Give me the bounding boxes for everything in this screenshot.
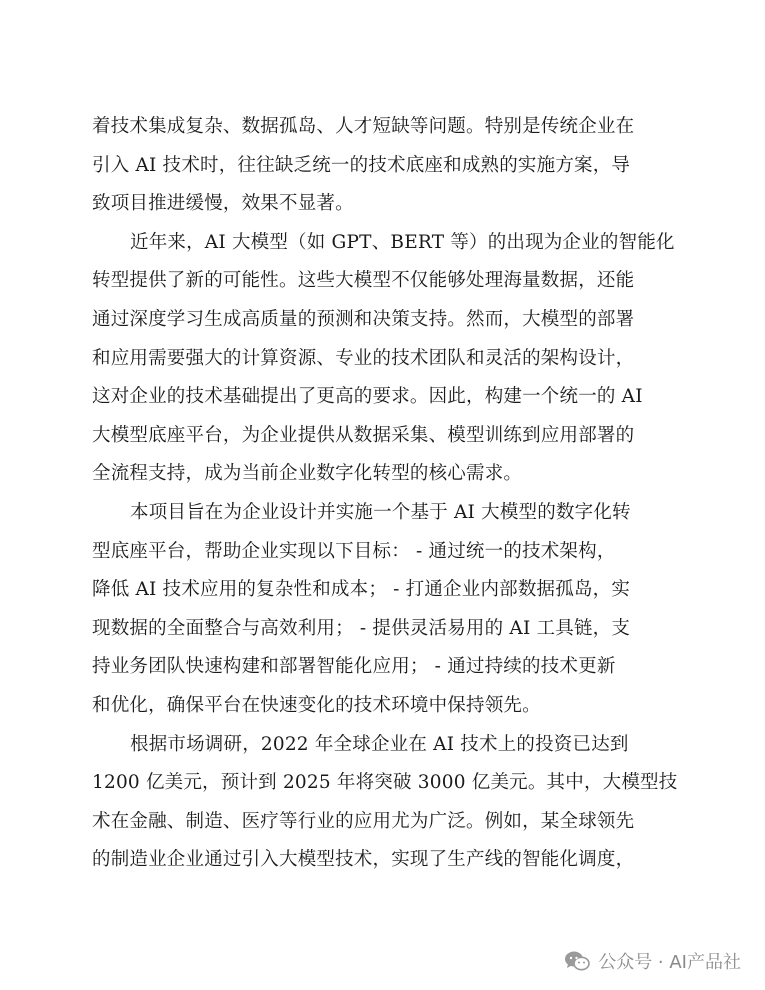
paragraph-3 — [92, 494, 682, 726]
paragraph-line: 着技术集成复杂、数据孤岛、人才短缺等问题。特别是传统企业在 — [92, 116, 635, 137]
wechat-icon — [564, 950, 590, 972]
paragraph-line: 术在金融、制造、医疗等行业的应用尤为广泛。例如，某全球领先 — [92, 810, 635, 832]
paragraph-line: 降低 AI 技术应用的复杂性和成本； - 打通企业内部数据孤岛，实 — [92, 579, 631, 601]
paragraph-line: 1200 亿美元，预计到 2025 年将突破 3000 亿美元。其中，大模型技 — [92, 772, 678, 794]
paragraph-2 — [92, 224, 682, 494]
paragraph-line: 持业务团队快速构建和部署智能化应用； - 通过持续的技术更新 — [92, 656, 616, 678]
paragraph-line: 和优化，确保平台在快速变化的技术环境中保持领先。 — [92, 694, 541, 716]
document-body — [92, 108, 682, 880]
paragraph-line: 这对企业的技术基础提出了更高的要求。因此，构建一个统一的 AI — [92, 386, 643, 408]
paragraph-line: 根据市场调研，2022 年全球企业在 AI 技术上的投资已达到 — [130, 733, 629, 755]
paragraph-4 — [92, 726, 682, 880]
watermark-text: 公众号 · AI产品社 — [598, 952, 741, 973]
paragraph-line: 的制造业企业通过引入大模型技术，实现了生产线的智能化调度， — [92, 849, 635, 871]
paragraph-1 — [92, 108, 682, 224]
paragraph-line: 通过深度学习生成高质量的预测和决策支持。然而，大模型的部署 — [92, 308, 635, 330]
wechat-watermark — [564, 948, 741, 974]
paragraph-line: 致项目推进缓慢，效果不显著。 — [92, 193, 354, 215]
paragraph-line: 转型提供了新的可能性。这些大模型不仅能够处理海量数据，还能 — [92, 270, 635, 292]
paragraph-line: 现数据的全面整合与高效利用； - 提供灵活易用的 AI 工具链，支 — [92, 617, 631, 639]
paragraph-line: 全流程支持，成为当前企业数字化转型的核心需求。 — [92, 463, 523, 485]
paragraph-line: 大模型底座平台，为企业提供从数据采集、模型训练到应用部署的 — [92, 424, 635, 446]
paragraph-line: 引入 AI 技术时，往往缺乏统一的技术底座和成熟的实施方案，导 — [92, 154, 631, 176]
paragraph-line: 近年来，AI 大模型（如 GPT、BERT 等）的出现为企业的智能化 — [130, 231, 675, 253]
paragraph-line: 本项目旨在为企业设计并实施一个基于 AI 大模型的数字化转 — [130, 501, 631, 523]
paragraph-line: 型底座平台，帮助企业实现以下目标： - 通过统一的技术架构， — [92, 540, 616, 562]
paragraph-line: 和应用需要强大的计算资源、专业的技术团队和灵活的架构设计， — [92, 347, 635, 369]
